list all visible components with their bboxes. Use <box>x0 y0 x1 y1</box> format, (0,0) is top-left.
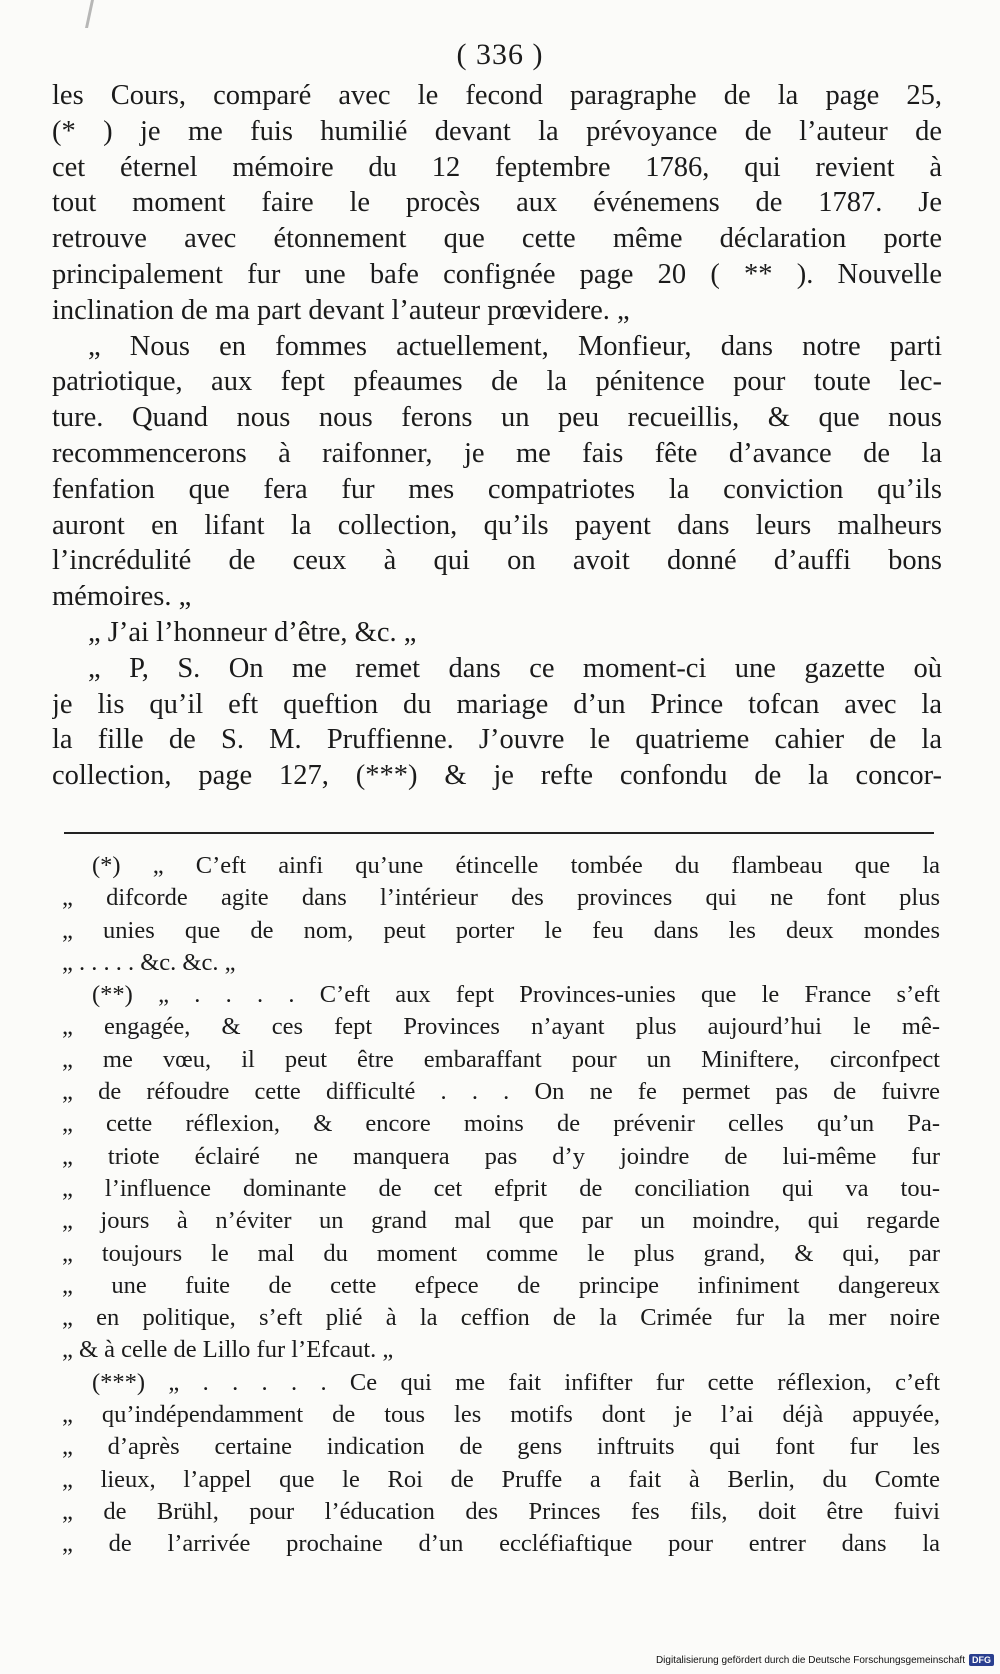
text-line: patriotique, aux fept pfeaumes de la pénitence pour toute lec- <box>52 366 942 398</box>
text-line: tout moment faire le procès aux événemens de 1787. Je <box>52 187 942 219</box>
footnote-line: „ & à celle de Lillo fur l’Efcaut. „ <box>62 1336 394 1364</box>
text-line: „ Nous en fommes actuellement, Monfieur, dans notre parti <box>88 330 942 362</box>
footnote-divider <box>64 832 934 834</box>
footnote-line: „ qu’indépendamment de tous les motifs dont je l’ai déjà appuyée, <box>62 1401 940 1429</box>
text-line: mémoires. „ <box>52 581 192 613</box>
footnote-line: „ difcorde agite dans l’intérieur des provinces qui ne font plus <box>62 884 940 912</box>
page-number: ( 336 ) <box>456 38 544 71</box>
dfg-logo: DFG <box>969 1654 994 1666</box>
footnote-line: „ triote éclairé ne manquera pas d’y joindre de lui-même fur <box>62 1142 940 1170</box>
footnote-line: (*) „ C’eft ainfi qu’une étincelle tombée du flambeau que la <box>92 852 940 879</box>
text-line: principalement fur une bafe confignée page 20 ( ** ). Nouvelle <box>52 258 942 290</box>
text-line: recommencerons à raifonner, je me fais fête d’avance de la <box>52 437 942 469</box>
footnote-line: „ d’après certaine indication de gens inftruits qui font fur les <box>62 1433 940 1461</box>
footnote-line: „ une fuite de cette efpece de principe infiniment dangereux <box>62 1271 940 1299</box>
text-line: „ P, S. On me remet dans ce moment-ci une gazette où <box>88 652 942 684</box>
digitization-credit <box>656 1654 994 1666</box>
footnote-line: „ l’influence dominante de cet efprit de conciliation qui va tou- <box>62 1174 940 1202</box>
footnote-line: „ engagée, & ces fept Provinces n’ayant plus aujourd’hui le mê- <box>62 1013 940 1041</box>
footnote-line: „ de réfoudre cette difficulté . . . On ne fe permet pas de fuivre <box>62 1078 940 1106</box>
text-line: la fille de S. M. Pruffienne. J’ouvre le quatrieme cahier de la <box>52 724 942 756</box>
footnote-line: „ . . . . . &c. &c. „ <box>62 948 236 976</box>
footnote-line: „ en politique, s’eft plié à la ceffion de la Crimée fur la mer noire <box>62 1304 940 1332</box>
text-line: je lis qu’il eft queftion du mariage d’un Prince tofcan avec la <box>52 688 942 720</box>
text-line: inclination de ma part devant l’auteur prœvidere. „ <box>52 294 630 326</box>
pencil-mark <box>85 0 104 28</box>
text-line: l’incrédulité de ceux à qui on avoit donné d’auffi bons <box>52 545 942 577</box>
footnote-line: „ toujours le mal du moment comme le plus grand, & qui, par <box>62 1239 940 1267</box>
text-line: collection, page 127, (***) & je refte confondu de la concor- <box>52 760 942 792</box>
text-line: (* ) je me fuis humilié devant la prévoyance de l’auteur de <box>52 115 942 147</box>
text-line: les Cours, comparé avec le fecond paragraphe de la page 25, <box>52 80 942 111</box>
footnote-line: „ cette réflexion, & encore moins de prévenir celles qu’un Pa- <box>62 1110 940 1138</box>
footnote-line: (**) „ . . . . C’eft aux fept Provinces-unies que le France s’eft <box>92 981 940 1009</box>
main-text <box>52 78 942 794</box>
text-line: auront en lifant la collection, qu’ils payent dans leurs malheurs <box>52 509 942 541</box>
text-line: cet éternel mémoire du 12 feptembre 1786, qui revient à <box>52 151 942 183</box>
footnote-line: „ lieux, l’appel que le Roi de Pruffe a fait à Berlin, du Comte <box>62 1465 940 1493</box>
footnotes <box>62 850 940 1561</box>
credit-text: Digitalisierung gefördert durch die Deutsche Forschungsgemeinschaft <box>655 1654 965 1666</box>
text-line: retrouve avec étonnement que cette même déclaration porte <box>52 223 942 255</box>
footnote-line: „ jours à n’éviter un grand mal que par un moindre, qui regarde <box>62 1207 940 1235</box>
footnote-line: „ unies que de nom, peut porter le feu dans les deux mondes <box>62 916 940 944</box>
text-line: ture. Quand nous nous ferons un peu recueillis, & que nous <box>52 402 942 434</box>
footnote-line: „ de l’arrivée prochaine d’un eccléfiaftique pour entrer dans la <box>62 1530 940 1558</box>
text-line: „ J’ai l’honneur d’être, &c. „ <box>88 616 417 648</box>
footnote-line: „ de Brühl, pour l’éducation des Princes fes fils, doit être fuivi <box>62 1497 940 1525</box>
footnote-line: (***) „ . . . . . Ce qui me fait infifter fur cette réflexion, c’eft <box>92 1368 940 1396</box>
text-line: fenfation que fera fur mes compatriotes la conviction qu’ils <box>52 473 942 505</box>
footnote-line: „ me vœu, il peut être embaraffant pour un Miniftere, circonfpect <box>62 1045 940 1073</box>
